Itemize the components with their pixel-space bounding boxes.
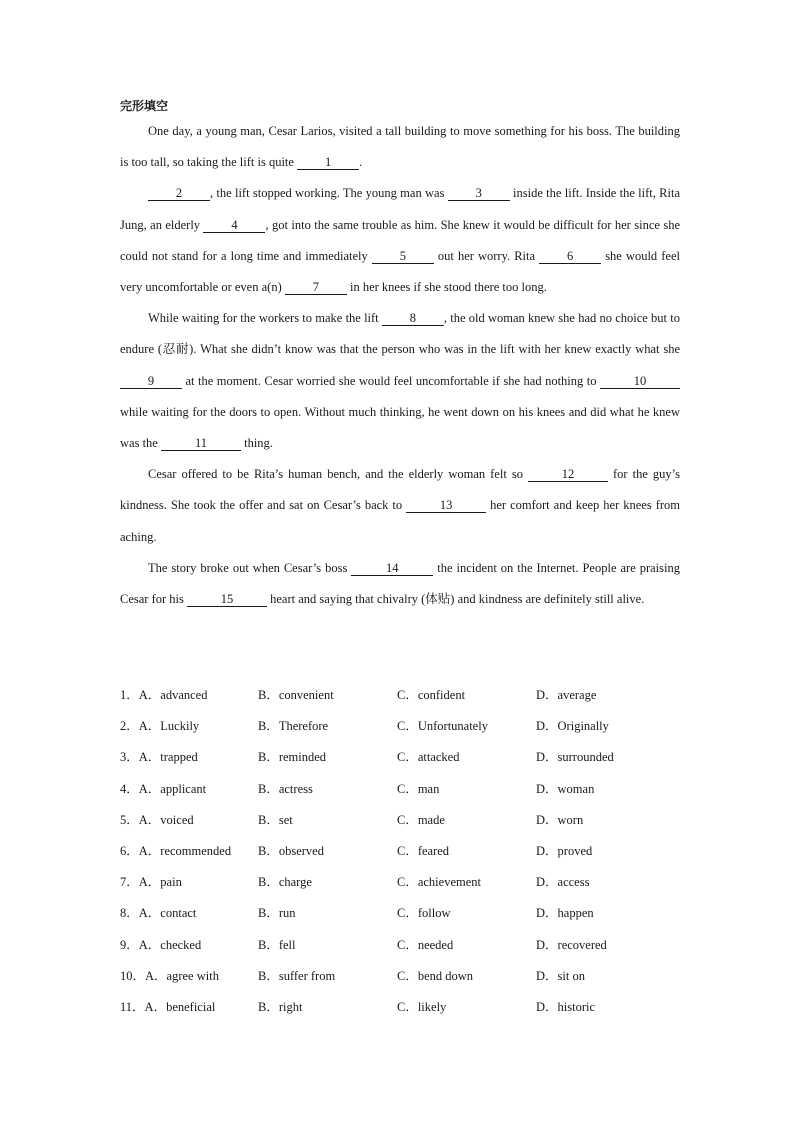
option-b[interactable]: B．charge [258,875,312,890]
option-a[interactable] [120,774,258,805]
option-a-text: A．pain [138,875,182,890]
option-d[interactable]: D．proved [536,843,593,858]
option-b[interactable]: B．reminded [258,750,327,765]
blank-7: 7 [285,280,347,295]
option-a-text: A．Luckily [138,719,200,734]
passage-paragraph: One day, a young man, Cesar Larios, visited a tall building to move something for his boss. The building is too tall, so taking the lift is quite 1 . [120,124,680,170]
option-b[interactable]: B．right [258,999,303,1014]
blank-6: 6 [539,249,601,264]
question-row [120,805,656,836]
blank-9: 9 [120,374,182,389]
option-d[interactable]: D．access [536,875,590,890]
option-c[interactable]: C．made [397,812,445,827]
question-number: 4． [120,781,139,796]
option-c[interactable]: C．likely [397,999,447,1014]
question-row [120,992,656,1023]
option-a-text: A．contact [138,906,197,921]
option-c[interactable]: C．achievement [397,875,481,890]
option-d[interactable]: D．sit on [536,968,585,983]
question-number: 6． [120,843,139,858]
blank-11: 11 [161,436,241,451]
blank-10: 10 [600,374,680,389]
option-b[interactable]: B．Therefore [258,719,329,734]
option-c[interactable]: C．feared [397,843,450,858]
option-b[interactable]: B．actress [258,781,313,796]
option-d[interactable]: D．recovered [536,937,607,952]
question-row [120,930,656,961]
option-d[interactable]: D．average [536,688,597,702]
passage-paragraph: While waiting for the workers to make the lift 8 , the old woman knew she had no choice but to endure (忍耐). What she didn’t know was that the person who was in the lift with her knew exactly what she 9 at the moment. Cesar worried she would feel uncomfortable if she had nothing to 10 while waiting for the doors to open. Without much thinking, he went down on his knees and did what he knew was the 11 thing. [120,311,680,451]
option-a-text: A．applicant [138,781,207,796]
option-a-text: A．agree with [145,968,219,983]
option-a[interactable] [120,867,258,898]
passage-paragraph: 2 , the lift stopped working. The young man was 3 inside the lift. Inside the lift, Rita Jung, an elderly 4 , got into the same trouble as him. She knew it would be difficult for her since she could not stand for a long time and immediately 5 out her worry. Rita 6 she would feel very uncomfortable or even a(n) 7 in her knees if she stood there too long. [120,186,680,295]
blank-13: 13 [406,498,486,513]
option-a[interactable] [120,680,258,711]
option-a-text: A．checked [138,937,202,952]
question-row [120,898,656,929]
question-number: 2． [120,719,139,734]
question-number: 8． [120,906,139,921]
option-a[interactable] [120,805,258,836]
blank-3: 3 [448,186,510,201]
option-d[interactable]: D．Originally [536,719,609,734]
option-a-text: A．advanced [138,688,208,702]
option-b[interactable]: B．run [258,906,296,921]
question-number: 7． [120,875,139,890]
option-d[interactable]: D．happen [536,906,594,921]
option-c[interactable]: C．follow [397,906,451,921]
question-number: 1． [120,688,139,702]
question-number: 5． [120,812,139,827]
question-row [120,836,656,867]
option-a[interactable] [120,992,258,1023]
question-row [120,774,656,805]
passage-paragraph: Cesar offered to be Rita’s human bench, and the elderly woman felt so 12 for the guy’s kindness. She took the offer and sat on Cesar’s back to 13 her comfort and keep her knees from aching. [120,467,681,544]
option-a-text: A．recommended [138,843,232,858]
question-row [120,711,656,742]
option-a[interactable] [120,930,258,961]
option-c[interactable]: C．needed [397,937,454,952]
blank-4: 4 [203,218,265,233]
option-b[interactable]: B．fell [258,937,296,952]
section-heading: 完形填空 [120,99,169,113]
option-d[interactable]: D．woman [536,781,595,796]
blank-1: 1 [297,155,359,170]
option-a[interactable] [120,836,258,867]
option-a[interactable] [120,961,258,992]
question-number: 10． [120,968,146,983]
option-c[interactable]: C．man [397,781,440,796]
blank-2: 2 [148,186,210,201]
blank-12: 12 [528,467,608,482]
blank-8: 8 [382,311,444,326]
option-c[interactable]: C．attacked [397,750,460,765]
option-a[interactable] [120,742,258,773]
option-c[interactable]: C．bend down [397,968,474,983]
option-a-text: A．beneficial [144,999,216,1014]
question-number: 3． [120,750,139,765]
question-number: 9． [120,937,139,952]
blank-5: 5 [372,249,434,264]
option-b[interactable]: B．suffer from [258,968,336,983]
option-a[interactable] [120,711,258,742]
option-d[interactable]: D．surrounded [536,750,614,765]
option-b[interactable]: B．observed [258,843,324,858]
cloze-passage [120,116,680,615]
option-a-text: A．voiced [138,812,194,827]
question-row [120,742,656,773]
blank-14: 14 [351,561,433,576]
option-d[interactable]: D．historic [536,999,596,1014]
option-a[interactable] [120,898,258,929]
option-b[interactable]: B．set [258,812,293,827]
option-a-text: A．trapped [138,750,198,765]
question-row [120,961,656,992]
option-c[interactable]: C．confident [397,688,466,702]
passage-paragraph: The story broke out when Cesar’s boss 14 the incident on the Internet. People are praising Cesar for his 15 heart and saying that chivalry (体贴) and kindness are definitely still alive. [120,560,680,607]
question-number: 11． [120,999,145,1014]
blank-15: 15 [187,592,267,607]
option-c[interactable]: C．Unfortunately [397,719,488,734]
question-row [120,867,656,898]
answer-options [120,680,656,1023]
option-d[interactable]: D．worn [536,812,584,827]
option-b[interactable]: B．convenient [258,688,334,702]
question-row [120,680,656,711]
